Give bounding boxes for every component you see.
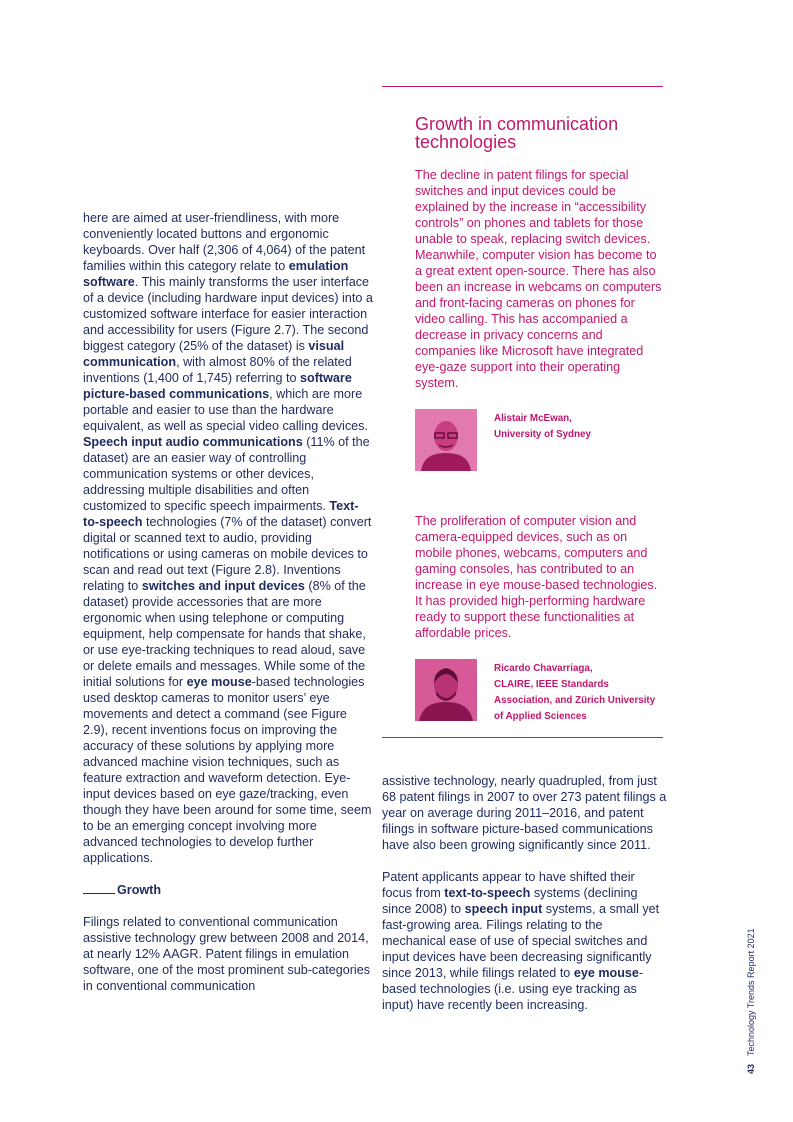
quote-box <box>382 86 663 738</box>
portrait-ricardo-chavarriaga <box>415 659 477 721</box>
quote-1-author: Alistair McEwan, University of Sydney <box>494 413 591 440</box>
quote-2-text: The proliferation of computer vision and camera-equipped devices, such as on mobile phones, webcams, computers and gaming consoles, has contributed to an increase in eye mouse-based technologies. It has provided high-performing hardware ready to support these functionalities at affordable prices. <box>415 514 658 640</box>
bold-term: eye mouse <box>573 966 639 980</box>
box-title: Growth in communication technologies <box>415 114 619 152</box>
body-paragraph-3: assistive technology, nearly quadrupled, from just 68 patent filings in 2007 to over 273 patent filings a year on average during 2011–2016, and patent filings in software picture-based communications have also been growing significantly since 2011. <box>382 774 667 852</box>
bold-term: software picture-based communications <box>83 371 352 401</box>
bold-term: switches and input devices <box>141 579 305 593</box>
bold-term: emulation software <box>83 259 349 289</box>
body-paragraph-1: here are aimed at user-friendliness, with more conveniently located buttons and ergonomic keyboards. Over half (2,306 of 4,064) of the patent families within this category relate to emulation software. This mainly transforms the user interface of a device (including hardware input devices) into a customized software interface for easier interaction and accessibility for users (Figure 2.7). The second biggest category (25% of the dataset) is visual communication, with almost 80% of the related inventions (1,400 of 1,745) referring to software picture-based communications, which are more portable and easier to use than the hardware equivalent, as well as special video calling devices. Speech input audio communications (11% of the dataset) are an easier way of controlling communication systems or other devices, addressing multiple disabilities and often customized to specific speech impairments. Text-to-speech technologies (7% of the dataset) convert digital or scanned text to audio, providing notifications or using cameras on mobile devices to scan and read out text (Figure 2.8). Inventions relating to switches and input devices (8% of the dataset) provide accessories that are more ergonomic when using telephone or computing equipment, help compensate for hands that shake, or use eye-tracking techniques to read aloud, save or delete emails and messages. While some of the initial solutions for eye mouse-based technologies used desktop cameras to monitor users’ eye movements and detect a command (see Figure 2.9), recent inventions focus on improving the accuracy of these solutions by applying more advanced machine vision techniques, such as feature extraction and waveform detection. Eye-input devices based on eye gaze/tracking, even though they have been around for some time, seem to be an emerging concept involving more advanced technologies to develop further applications. <box>83 211 373 865</box>
body-paragraph-4: Patent applicants appear to have shifted their focus from text-to-speech systems (declining since 2008) to speech input systems, a small yet fast-growing area. Filings relating to the mechanical ease of use of special switches and input devices have been decreasing significantly since 2013, while filings related to eye mouse-based technologies (i.e. using eye tracking as input) have recently been increasing. <box>382 870 660 1012</box>
subheading-rule <box>83 893 115 894</box>
quote-2-author: Ricardo Chavarriaga, CLAIRE, IEEE Standards Association, and Zürich University of Applied Sciences <box>494 663 656 722</box>
right-column <box>382 773 667 1013</box>
quote-2-attribution <box>415 659 663 725</box>
portrait-alistair-mcewan <box>415 409 477 471</box>
bold-term: eye mouse <box>186 675 252 689</box>
body-paragraph-2: Filings related to conventional communication assistive technology grew between 2008 and 2014, at nearly 12% AAGR. Patent filings in emulation software, one of the most prominent sub-categories in conventional communication <box>83 915 371 993</box>
page-number: 43 <box>746 1063 756 1074</box>
bold-term: speech input <box>464 902 543 916</box>
box-top-rule <box>382 86 663 87</box>
bold-term: visual communication <box>83 339 345 369</box>
report-title: Technology Trends Report 2021 <box>746 928 756 1056</box>
bold-term: Text-to-speech <box>83 499 359 529</box>
bold-term: Speech input audio communications <box>83 435 303 449</box>
person-photo-icon <box>415 659 477 721</box>
box-bottom-rule <box>382 737 663 738</box>
bold-term: text-to-speech <box>444 886 531 900</box>
person-photo-icon <box>415 409 477 471</box>
quote-1-text: The decline in patent filings for special switches and input devices could be explained by the increase in “accessibility controls” on phones and tablets for those unable to speak, replacing switch devices. Meanwhile, computer vision has become to a great extent open-source. There has also been an increase in webcams on computers and front-facing cameras on phones for video calling. This has accompanied a decrease in privacy concerns and companies like Microsoft have integrated eye-gaze support into their operating system. <box>415 168 662 390</box>
page-footer <box>744 874 758 1074</box>
left-column <box>83 210 373 994</box>
section-subheading: Growth <box>83 882 373 898</box>
quote-1-attribution <box>415 409 663 471</box>
